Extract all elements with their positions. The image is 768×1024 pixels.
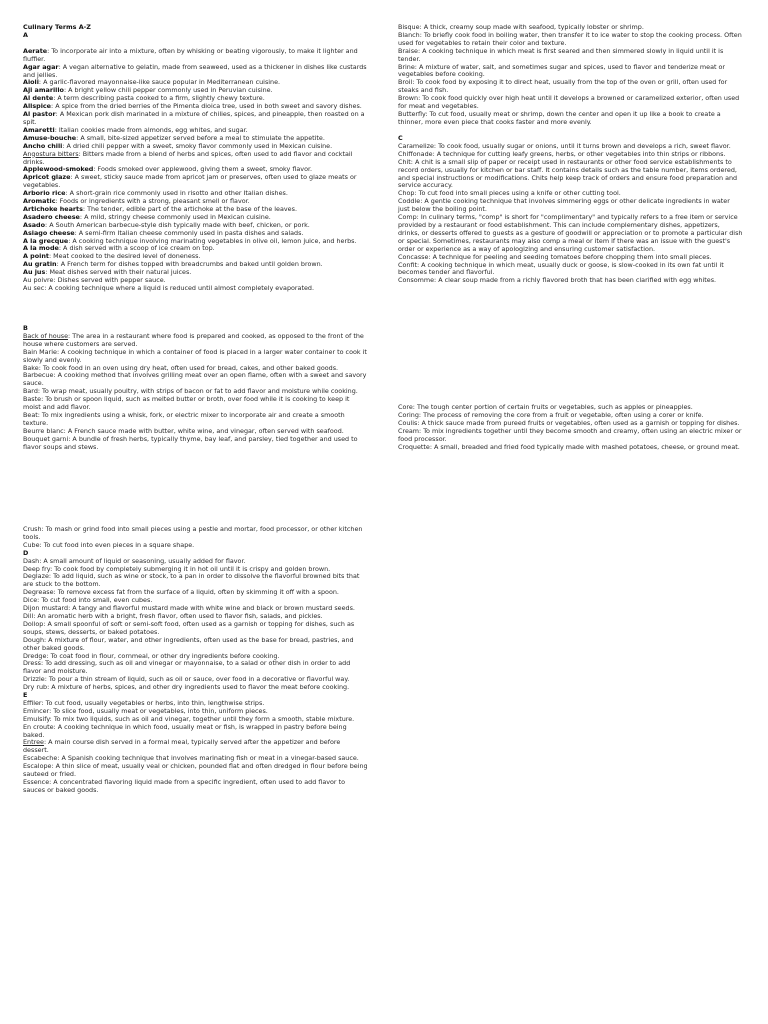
term-name: Allspice xyxy=(23,102,52,111)
term-name: Aromatic xyxy=(23,197,56,206)
term-name: Aerate xyxy=(23,46,48,55)
term-entry xyxy=(398,444,743,452)
term-name: Caramelize xyxy=(398,141,434,150)
term-definition: : To cook food, usually sugar or onions, until it turns brown and develops a rich, sweet flavor. xyxy=(433,141,731,150)
term-name: Amuse-bouche xyxy=(23,133,77,142)
term-definition: : A small spoonful of soft or semi-soft food, often used as a garnish or topping for dishes, such as soups, stews, desserts, or baked potatoes. xyxy=(23,619,355,636)
term-definition: : To cook food quickly over high heat until it develops a browned or caramelized exterior, often used for meat and vegetables. xyxy=(398,94,740,111)
term-definition: : A bundle of fresh herbs, typically thyme, bay leaf, and parsley, tied together and used to flavor soups and stews. xyxy=(23,434,358,451)
term-entry xyxy=(23,48,368,64)
term-definition: : A cooking technique in which meat is first seared and then simmered slowly in liquid until it is tender. xyxy=(398,46,724,63)
term-name: Artichoke hearts xyxy=(23,204,83,213)
term-entry xyxy=(23,621,368,637)
term-name: Confit xyxy=(398,260,417,269)
term-entry xyxy=(23,542,368,550)
term-definition: : To cut food, usually vegetables or herbs, into thin, lengthwise strips. xyxy=(41,698,265,707)
term-name: Degrease xyxy=(23,588,54,597)
term-name: Comp xyxy=(398,213,417,222)
term-entry xyxy=(398,198,743,214)
term-definition: : The tough center portion of certain fruits or vegetables, such as apples or pineapples. xyxy=(412,403,693,411)
term-entry xyxy=(23,637,368,653)
letter-heading-e: E xyxy=(23,691,28,700)
term-definition: : To cut food into small pieces using a knife or other cutting tool. xyxy=(414,189,621,198)
term-entry xyxy=(398,95,743,111)
term-definition: : To mix ingredients together until they become smooth and creamy, often using an electric mixer or food processor. xyxy=(398,426,742,443)
term-name: Beat xyxy=(23,410,38,419)
term-entry xyxy=(23,285,368,293)
term-name: Al pastor xyxy=(23,110,56,119)
term-name: Entree xyxy=(23,738,44,747)
term-name: Beurre blanc xyxy=(23,426,64,435)
term-entry xyxy=(23,436,368,452)
section-b xyxy=(23,325,368,452)
term-entry xyxy=(398,277,743,285)
term-definition: : To pour a thin stream of liquid, such as oil or sauce, over food in a decorative or flavorful way. xyxy=(44,675,350,684)
term-definition: : To brush or spoon liquid, such as melted butter or broth, over food while it is cooking to keep it moist and add flavor. xyxy=(23,395,350,412)
term-name: Au sec xyxy=(23,284,45,292)
term-definition: : To add liquid, such as wine or stock, to a pan in order to dissolve the flavorful browned bits that are stuck to the bottom. xyxy=(23,572,360,589)
section-c xyxy=(398,135,743,285)
term-entry xyxy=(398,48,743,64)
term-list-a xyxy=(23,48,368,293)
term-entry xyxy=(398,428,743,444)
term-definition: : To cook food by exposing it to direct heat, usually from the top of the oven or grill, often used for steaks and fish. xyxy=(398,78,728,95)
term-definition: : A spice from the dried berries of the Pimenta dioica tree, used in both sweet and savory dishes. xyxy=(51,102,362,111)
section-c-continued xyxy=(398,404,743,451)
term-entry xyxy=(23,111,368,127)
term-name: Cream xyxy=(398,426,420,435)
term-entry xyxy=(398,111,743,127)
section-cde xyxy=(23,526,368,795)
term-definition: : The tender, edible part of the artichoke at the base of the leaves. xyxy=(82,204,297,213)
term-name: Ancho chili xyxy=(23,141,63,150)
term-entry xyxy=(23,660,368,676)
term-definition: : A cooking technique where a liquid is reduced until almost completely evaporated. xyxy=(44,284,314,292)
term-name: Essence xyxy=(23,778,50,786)
term-entry xyxy=(23,739,368,755)
term-definition: : To mix ingredients using a whisk, fork, or electric mixer to incorporate air and create a smooth texture. xyxy=(23,410,345,427)
term-definition: : The process of removing the core from a fruit or vegetable, often using a corer or knife. xyxy=(418,410,704,419)
term-definition: : A concentrated flavoring liquid made from a specific ingredient, often used to add flavor to sauces or baked goods. xyxy=(23,778,346,794)
term-name: Barbecue xyxy=(23,371,54,380)
term-name: Escalope xyxy=(23,762,52,771)
term-name: Dill xyxy=(23,611,34,620)
term-name: Asadero cheese xyxy=(23,212,80,221)
term-name: Core xyxy=(398,403,413,411)
term-entry xyxy=(23,526,368,542)
term-definition: : A garlic-flavored mayonnaise-like sauce popular in Mediterranean cuisine. xyxy=(38,78,281,87)
term-name: Au gratin xyxy=(23,260,57,269)
term-name: Dough xyxy=(23,635,44,644)
term-definition: : A cooking technique in which a container of food is placed in a larger water container to cook it slowly and evenly. xyxy=(23,347,367,364)
term-definition: : Foods or ingredients with a strong, pleasant smell or flavor. xyxy=(55,197,250,206)
term-name: Deglaze xyxy=(23,572,49,581)
term-name: Asiago cheese xyxy=(23,228,75,237)
term-definition: : A chit is a small slip of paper or receipt used in restaurants or other food service establishments to record orders, usually for kitchen or bar staff. It contains details such as the table number, items ordered, and special instructions or modifications. Chits help keep track of orders and ensure food preparation and service accuracy. xyxy=(398,157,738,190)
term-definition: : To wrap meat, usually poultry, with strips of bacon or fat to add flavor and moisture while cooking. xyxy=(37,387,358,396)
term-name: Emincer xyxy=(23,706,50,715)
term-definition: : A thin slice of meat, usually veal or chicken, pounded flat and often dredged in flour before being sauteed or fried. xyxy=(23,762,368,779)
term-definition: : A semi-firm Italian cheese commonly used in pasta dishes and salads. xyxy=(74,228,304,237)
term-name: Amaretti xyxy=(23,125,55,134)
term-name: Back of house xyxy=(23,331,69,340)
term-definition: : To mash or grind food into small pieces using a pestle and mortar, food processor, or other kitchen tools. xyxy=(23,525,363,541)
term-name: Deep fry xyxy=(23,564,51,573)
term-definition: : A French sauce made with butter, white wine, and vinegar, often served with seafood. xyxy=(63,426,344,435)
term-name: Blanch xyxy=(398,30,420,39)
term-name: A la mode xyxy=(23,244,59,253)
term-definition: : A clear soup made from a richly flavored broth that has been clarified with egg whites. xyxy=(434,276,717,285)
term-name: A point xyxy=(23,252,49,261)
letter-heading-d: D xyxy=(23,548,29,557)
term-definition: : A dried chili pepper with a sweet, smoky flavor commonly used in Mexican cuisine. xyxy=(62,141,333,150)
term-name: Arborio rice xyxy=(23,189,66,198)
term-name: Concasse xyxy=(398,252,429,261)
term-definition: : To cut food, usually meat or shrimp, down the center and open it up like a book to create a thinner, more even piece that cooks faster and more evenly. xyxy=(398,109,721,126)
term-definition: : To incorporate air into a mixture, often by whisking or beating vigorously, to make it lighter and fluffier. xyxy=(23,46,358,63)
term-name: Crush xyxy=(23,525,42,533)
term-definition: : Meat cooked to the desired level of doneness. xyxy=(48,252,201,261)
term-definition: : The area in a restaurant where food is prepared and cooked, as opposed to the front of the house where customers are served. xyxy=(23,331,364,348)
term-definition: : An aromatic herb with a bright, fresh flavor, often used to flavor fish, salads, and pickles. xyxy=(33,611,323,620)
term-entry xyxy=(23,573,368,589)
term-list-c xyxy=(398,143,743,285)
term-name: Bouquet garni xyxy=(23,434,69,443)
term-entry xyxy=(23,684,368,692)
term-list-e xyxy=(23,700,368,795)
term-entry xyxy=(398,64,743,80)
term-definition: : To slice food, usually meat or vegetables, into thin, uniform pieces. xyxy=(49,706,268,715)
term-list-c-more xyxy=(398,404,743,451)
term-definition: : A thick, creamy soup made with seafood, typically lobster or shrimp. xyxy=(419,23,644,31)
term-definition: : Italian cookies made from almonds, egg whites, and sugar. xyxy=(54,125,248,134)
term-name: Dash xyxy=(23,556,40,565)
term-name: Brown xyxy=(398,94,419,103)
term-definition: : To add dressing, such as oil and vinegar or mayonnaise, to a salad or other dish in order to add flavor and moisture. xyxy=(23,659,351,676)
term-definition: : To mix two liquids, such as oil and vinegar, together until they form a smooth, stable mixture. xyxy=(49,714,355,723)
term-entry xyxy=(23,779,368,795)
term-definition: : A short-grain rice commonly used in risotto and other Italian dishes. xyxy=(65,189,288,198)
term-entry xyxy=(23,151,368,167)
term-list-b xyxy=(23,333,368,452)
term-definition: : A mixture of herbs, spices, and other dry ingredients used to flavor the meat before cooking. xyxy=(47,683,350,692)
term-name: Al dente xyxy=(23,94,54,103)
term-definition: : A Spanish cooking technique that involves marinating fish or meat in a vinegar-based sauce. xyxy=(57,754,359,763)
term-definition: : A mild, stringy cheese commonly used in Mexican cuisine. xyxy=(79,212,271,221)
term-definition: : To cut food into small, even cubes. xyxy=(37,596,153,605)
term-name: Dry rub xyxy=(23,683,48,692)
term-name: Aioli xyxy=(23,78,39,87)
term-name: Broil xyxy=(398,78,413,87)
term-definition: : A French term for dishes topped with breadcrumbs and baked until golden brown. xyxy=(56,260,323,269)
letter-heading-c: C xyxy=(398,134,403,142)
term-name: Asado xyxy=(23,220,46,229)
term-name: Chit xyxy=(398,157,411,166)
term-name: Bard xyxy=(23,387,38,396)
term-entry xyxy=(23,349,368,365)
term-definition: : A sweet, sticky sauce made from apricot jam or preserves, often used to glaze meats or vegetables. xyxy=(23,173,357,190)
term-name: Dice xyxy=(23,596,38,605)
term-name: Au poivre xyxy=(23,276,54,285)
term-definition: : Dishes served with pepper sauce. xyxy=(53,276,166,285)
term-entry xyxy=(398,32,743,48)
term-definition: : To briefly cook food in boiling water, then transfer it to ice water to stop the cooking process. Often used for vegetables to retain their color and texture. xyxy=(398,30,742,47)
term-name: Cube xyxy=(23,540,40,549)
term-definition: : To remove excess fat from the surface of a liquid, often by skimming it off with a spoon. xyxy=(53,588,339,597)
term-entry xyxy=(23,372,368,388)
term-definition: : Meat dishes served with their natural juices. xyxy=(45,268,192,277)
term-name: Braise xyxy=(398,46,418,55)
term-name: Brine xyxy=(398,62,415,71)
term-name: Escabeche xyxy=(23,754,58,763)
term-definition: : A mixture of flour, water, and other ingredients, often used as the base for bread, pastries, and other baked goods. xyxy=(23,635,354,652)
document-title: Culinary Terms A-Z xyxy=(23,23,91,31)
term-definition: : A Mexican pork dish marinated in a mixture of chilies, spices, and pineapple, then roasted on a spit. xyxy=(23,110,365,126)
term-entry xyxy=(398,159,743,191)
term-name: A la grecque xyxy=(23,236,69,245)
term-definition: : To cut food into even pieces in a square shape. xyxy=(39,540,195,549)
term-name: Effiler xyxy=(23,698,42,707)
term-entry xyxy=(23,396,368,412)
term-definition: : A small, breaded and fried food typically made with mashed potatoes, cheese, or ground meat. xyxy=(429,442,740,451)
term-name: Au jus xyxy=(23,268,46,277)
letter-heading-b: B xyxy=(23,324,28,332)
term-list-c-tail xyxy=(23,526,368,550)
term-name: Butterfly xyxy=(398,109,426,118)
term-name: Agar agar xyxy=(23,62,59,71)
term-name: Coring xyxy=(398,410,419,419)
section-b-continued xyxy=(398,24,743,127)
term-entry xyxy=(398,214,743,254)
term-entry xyxy=(398,262,743,278)
term-name: En croute xyxy=(23,722,54,731)
term-definition: : Foods smoked over applewood, giving them a sweet, smoky flavor. xyxy=(93,165,313,174)
term-definition: : To cook food by completely submerging it in hot oil until it is crispy and golden brown. xyxy=(50,564,331,573)
term-entry xyxy=(23,412,368,428)
term-name: Coulis xyxy=(398,418,418,427)
term-definition: : A tangy and flavorful mustard made with white wine and black or brown mustard seeds. xyxy=(68,604,355,613)
term-definition: : In culinary terms, "comp" is short for "complimentary" and typically refers to a free item or service provided by a restaurant or food establishment. This can include complementary dishes, appetizers, drinks, or desserts offered to guests as a gesture of goodwill or appreciation or to promote a particular dish or special. Sometimes, restaurants may also comp a meal or item if there was an issue with the guest's order or experience as a way of apologizing and ensuring customer satisfaction. xyxy=(398,213,743,253)
term-definition: : A bright yellow chili pepper commonly used in Peruvian cuisine. xyxy=(63,86,273,95)
term-entry xyxy=(23,174,368,190)
term-name: Croquette xyxy=(398,442,430,451)
term-definition: : A cooking method that involves grilling meat over an open flame, often with a sweet and savory sauce. xyxy=(23,371,367,388)
term-entry xyxy=(23,724,368,740)
term-definition: : A cooking technique in which meat, usually duck or goose, is slow-cooked in its own fat until it becomes tender and flavorful. xyxy=(398,260,724,277)
term-entry xyxy=(23,333,368,349)
term-definition: : A term describing pasta cooked to a firm, slightly chewy texture. xyxy=(53,94,265,103)
term-name: Dress xyxy=(23,659,41,668)
term-definition: : To cook food in an oven using dry heat, often used for bread, cakes, and other baked goods. xyxy=(38,363,339,372)
term-definition: : A technique for cutting leafy greens, herbs, or other vegetables into thin strips or ribbons. xyxy=(432,149,726,158)
term-name: Bisque xyxy=(398,23,420,31)
term-entry xyxy=(398,79,743,95)
term-entry xyxy=(23,763,368,779)
letter-heading-a: A xyxy=(23,30,28,39)
term-name: Bain Marie xyxy=(23,347,57,356)
term-name: Aji amarillo xyxy=(23,86,64,95)
term-definition: : A thick sauce made from pureed fruits or vegetables, often used as a garnish or topping for dishes. xyxy=(417,418,740,427)
term-name: Dollop xyxy=(23,619,44,628)
term-definition: : A gentle cooking technique that involves simmering eggs or other delicate ingredients in water just below the boiling point. xyxy=(398,197,730,214)
term-name: Dijon mustard xyxy=(23,604,69,613)
term-list-d xyxy=(23,558,368,692)
term-definition: : A small amount of liquid or seasoning, usually added for flavor. xyxy=(39,556,246,565)
term-definition: : A vegan alternative to gelatin, made from seaweed, used as a thickener in dishes like custards and jellies. xyxy=(23,62,367,79)
term-definition: : A technique for peeling and seeding tomatoes before chopping them into small pieces. xyxy=(428,252,712,261)
term-definition: : A dish served with a scoop of ice cream on top. xyxy=(58,244,215,253)
term-definition: : A cooking technique involving marinating vegetables in olive oil, lemon juice, and herbs. xyxy=(68,236,357,245)
term-name: Coddle xyxy=(398,197,421,206)
term-name: Baste xyxy=(23,395,42,404)
term-definition: : A cooking technique in which food, usually meat or fish, is wrapped in pastry before being baked. xyxy=(23,722,347,739)
term-name: Angostura bitters xyxy=(23,149,79,158)
term-name: Chop xyxy=(398,189,415,198)
term-entry xyxy=(23,64,368,80)
term-definition: : A South American barbecue-style dish typically made with beef, chicken, or pork. xyxy=(45,220,310,229)
term-name: Apricot glaze xyxy=(23,173,71,182)
section-a xyxy=(23,24,368,293)
term-name: Applewood-smoked xyxy=(23,165,94,174)
term-definition: : Bitters made from a blend of herbs and spices, often used to add flavor and cocktail drinks. xyxy=(23,149,353,166)
term-name: Consomme xyxy=(398,276,435,285)
term-definition: : A small, bite-sized appetizer served before a meal to stimulate the appetite. xyxy=(76,133,325,142)
term-definition: : To coat food in flour, cornmeal, or other dry ingredients before cooking. xyxy=(46,651,280,660)
term-name: Bake xyxy=(23,363,39,372)
term-definition: : A mixture of water, salt, and sometimes sugar and spices, used to flavor and tenderize meat or vegetables before cooking. xyxy=(398,62,726,79)
term-list-b-tail xyxy=(398,24,743,127)
term-definition: : A main course dish served in a formal meal, typically served after the appetizer and before dessert. xyxy=(23,738,341,755)
term-name: Drizzle xyxy=(23,675,45,684)
term-name: Dredge xyxy=(23,651,47,660)
term-name: Chiffonade xyxy=(398,149,433,158)
term-name: Emulsify xyxy=(23,714,50,723)
